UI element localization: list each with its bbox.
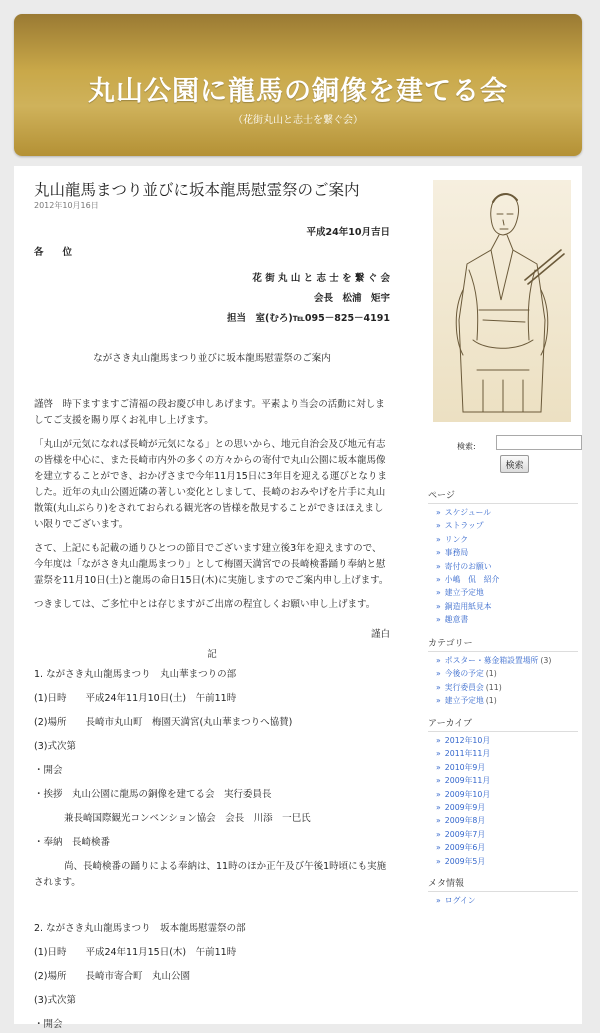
site-title[interactable]: 丸山公園に龍馬の銅像を建てる会 — [88, 76, 508, 107]
site-header — [14, 14, 582, 156]
archive-link[interactable]: » 2010年9月 — [436, 762, 486, 772]
section-1-date: (1)日時 平成24年11月10日(土) 午前11時 — [34, 693, 237, 704]
search-input[interactable] — [496, 435, 582, 450]
pages-title: ページ — [428, 488, 578, 504]
categories-title: カテゴリー — [428, 636, 578, 652]
archive-link[interactable]: » 2009年11月 — [436, 776, 491, 786]
archives-list — [428, 734, 578, 868]
section-2-place: (2)場所 長崎市寄合町 丸山公園 — [34, 971, 190, 982]
category-link[interactable]: » 実行委員会 (11) — [436, 682, 502, 692]
categories-list — [428, 654, 578, 708]
page-link[interactable]: » ストラップ — [436, 521, 484, 531]
archive-link[interactable]: » 2009年10月 — [436, 789, 491, 799]
content-area — [14, 166, 582, 1030]
categories-widget — [428, 636, 578, 708]
page-link[interactable]: » 寄付のお願い — [436, 561, 492, 571]
search-button[interactable]: 検索 — [500, 455, 529, 473]
section-1-title: 1. ながさき丸山龍馬まつり 丸山華まつりの部 — [34, 669, 237, 680]
paragraph-4: つきましては、ご多忙中とは存じますがご出席の程宜しくお願い申し上げます。 — [34, 599, 376, 610]
sender-contact: 担当 室(むろ)℡095－825－4191 — [227, 313, 390, 324]
archive-link[interactable]: » 2009年9月 — [436, 803, 486, 813]
category-link[interactable]: » 建立予定地 (1) — [436, 696, 497, 706]
section-1-order: (3)式次第 — [34, 741, 76, 752]
letter-date: 平成24年10月吉日 — [306, 227, 390, 238]
archives-title: アーカイブ — [428, 716, 578, 732]
closing: 謹白 — [370, 629, 390, 640]
archive-link[interactable]: » 2011年11月 — [436, 749, 491, 759]
page-link[interactable]: » 事務局 — [436, 548, 469, 558]
post-title[interactable]: 丸山龍馬まつり並びに坂本龍馬慰霊祭のご案内 — [34, 181, 360, 199]
section-2-title: 2. ながさき丸山龍馬まつり 坂本龍馬慰霊祭の部 — [34, 923, 246, 934]
letter-subject: ながさき丸山龍馬まつり並びに坂本龍馬慰霊祭のご案内 — [93, 353, 331, 364]
ki-heading: 記 — [207, 649, 217, 660]
paragraph-3: さて、上記にも記載の通りひとつの節目でございます建立後3年を迎えますので、今年度は「ながさき丸山龍馬まつり」として梅園天満宮での長崎検番踊り奉納と慰霊祭を11月10日(土)と龍馬の命日15日(木)に実施しますのでご案内申し上げます。 — [34, 543, 389, 586]
section-2-open: ・開会 — [34, 1019, 63, 1030]
section-1-note: 尚、長崎検番の踊りによる奉納は、11時のほか正午及び午後1時頃にも実施されます。 — [34, 861, 387, 888]
page-link[interactable]: » 建立予定地 — [436, 588, 484, 598]
archive-link[interactable]: » 2009年6月 — [436, 843, 486, 853]
sender-president: 会長 松浦 矩宇 — [313, 293, 390, 304]
post-date: 2012年10月16日 — [34, 201, 99, 210]
category-link[interactable]: » 今後の予定 (1) — [436, 669, 497, 679]
section-2-order: (3)式次第 — [34, 995, 76, 1006]
addressee: 各 位 — [34, 247, 73, 258]
post — [34, 180, 390, 1033]
paragraph-1: 謹啓 時下ますますご清福の段お慶び申しあげます。平素より当会の活動に対しましてご支援を賜り厚くお礼申し上げます。 — [34, 399, 385, 426]
page-link[interactable]: » スケジュール — [436, 508, 492, 517]
site-subtitle: （花街丸山と志士を繋ぐ会） — [233, 115, 363, 126]
archive-link[interactable]: » 2009年8月 — [436, 816, 486, 826]
pages-list — [428, 506, 578, 627]
archive-link[interactable]: » 2012年10月 — [436, 736, 491, 745]
section-2-date: (1)日時 平成24年11月15日(木) 午前11時 — [34, 947, 237, 958]
section-1-dance: ・奉納 長崎検番 — [34, 837, 111, 848]
archives-widget — [428, 716, 578, 868]
meta-list — [428, 894, 578, 907]
paragraph-2: 「丸山が元気になれば長崎が元気になる」との思いから、地元自治会及び地元有志の皆様を中心に、また長崎市内外の多くの方々からの寄付で丸山公園に坂本龍馬像を建立することができ、おかげさまで今年11月15日に3年目を迎える運びとなりました。近年の丸山公園近隣の著しい変化としまして、長崎のおみやげを片手に丸山散策(丸山ぶらり)をされておられる観光客の皆様を散見することができほほえましい限りでございます。 — [34, 439, 387, 530]
page-link[interactable]: » 小嶋 侃 紹介 — [436, 575, 500, 585]
ryoma-portrait-image — [433, 180, 571, 422]
section-1-greeting-2: 兼長崎国際観光コンベンション協会 会長 川添 一巳氏 — [64, 813, 311, 824]
category-link[interactable]: » ポスター・募金箱設置場所 (3) — [436, 656, 552, 665]
page-link[interactable]: » 趣意書 — [436, 615, 469, 625]
pages-widget — [428, 488, 578, 627]
login-link[interactable]: » ログイン — [436, 896, 476, 905]
portrait-sketch — [433, 180, 571, 422]
section-1-place: (2)場所 長崎市丸山町 梅園天満宮(丸山華まつりへ協賛) — [34, 717, 293, 728]
archive-link[interactable]: » 2009年5月 — [436, 856, 486, 866]
section-1-open: ・開会 — [34, 765, 63, 776]
search-label: 検索: — [457, 442, 476, 451]
page-link[interactable]: » リンク — [436, 534, 469, 544]
section-1-greeting: ・挨拶 丸山公園に龍馬の銅像を建てる会 実行委員長 — [34, 789, 272, 800]
archive-link[interactable]: » 2009年7月 — [436, 829, 486, 839]
page-link[interactable]: » 銅造用紙見本 — [436, 601, 492, 611]
meta-title: メタ情報 — [428, 876, 578, 892]
meta-widget — [428, 876, 578, 907]
sender-org: 花 街 丸 山 と 志 士 を 繋 ぐ 会 — [252, 273, 390, 284]
